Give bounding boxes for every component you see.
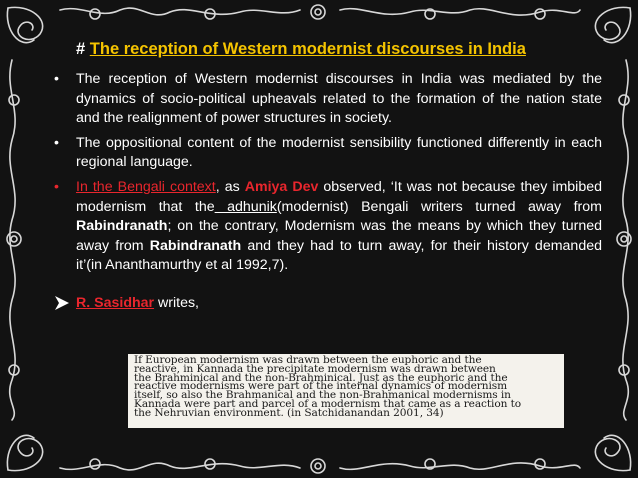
bullet-text: The reception of Western modernist discourses in India was mediated by the dynamics of socio-political upheavals related to the formation of the nation state and the realignment of power structures in society. bbox=[76, 71, 602, 127]
adhunik-term: adhunik bbox=[214, 198, 277, 215]
bengali-context-link: In the Bengali context bbox=[76, 178, 216, 195]
bullet-dot: • bbox=[54, 178, 59, 195]
bullet-item-3 bbox=[54, 178, 602, 276]
rabindranath-name: Rabindranath bbox=[76, 218, 168, 235]
quote-text bbox=[128, 354, 564, 418]
bullet-text: observed, ‘It was not because they imbibed modernism that the bbox=[76, 178, 602, 215]
quote-line: If European modernism was drawn between the euphoric and the bbox=[134, 354, 482, 366]
quote-line: itself, so also the Brahmanical and the non-Brahmanical modernisms in bbox=[134, 389, 511, 402]
rabindranath-name: Rabindranath bbox=[149, 237, 242, 254]
quote-line: reactive, in Kannada the precipitate modernism was drawn between bbox=[134, 362, 496, 375]
arrow-item-text: writes, bbox=[154, 294, 199, 311]
bullet-dot: • bbox=[54, 134, 59, 151]
bullet-text: ; on the contrary, Modernism was the means by which they turned away from bbox=[76, 218, 602, 254]
title-text: The reception of Western modernist discourses in India bbox=[89, 40, 526, 58]
sasidhar-name: R. Sasidhar bbox=[76, 294, 155, 311]
quote-image bbox=[128, 354, 564, 428]
slide-body bbox=[54, 70, 602, 314]
bullet-dot: • bbox=[54, 71, 59, 87]
bullet-item-2 bbox=[54, 134, 602, 173]
slide-title bbox=[76, 38, 616, 60]
bullet-text: and they had to turn away, for their history demanded it’(in Ananthamurthy et al 1992,7). bbox=[76, 237, 602, 274]
arrow-item bbox=[54, 294, 602, 314]
bullet-text: (modernist) Bengali writers turned away from bbox=[276, 198, 602, 215]
bullet-text: The oppositional content of the modernist sensibility functioned differently in each regional language. bbox=[76, 134, 602, 171]
quote-line: Kannada were part and parcel of a modernism that came as a reaction to bbox=[134, 397, 522, 410]
quote-line: the Brahminical and the non-Brahminical. Just as the euphoric and the bbox=[134, 371, 508, 384]
quote-line: the Nehruvian environment. (in Satchidanandan 2001, 34) bbox=[134, 406, 444, 419]
title-hash: # bbox=[76, 40, 86, 58]
bullet-item-1 bbox=[54, 70, 602, 129]
quote-line: reactive modernisms were part of the internal dynamics of modernism bbox=[134, 380, 508, 393]
author-name: Amiya Dev bbox=[244, 178, 319, 195]
bullet-text: , as bbox=[215, 178, 245, 195]
arrow-bullet-icon bbox=[54, 295, 70, 311]
